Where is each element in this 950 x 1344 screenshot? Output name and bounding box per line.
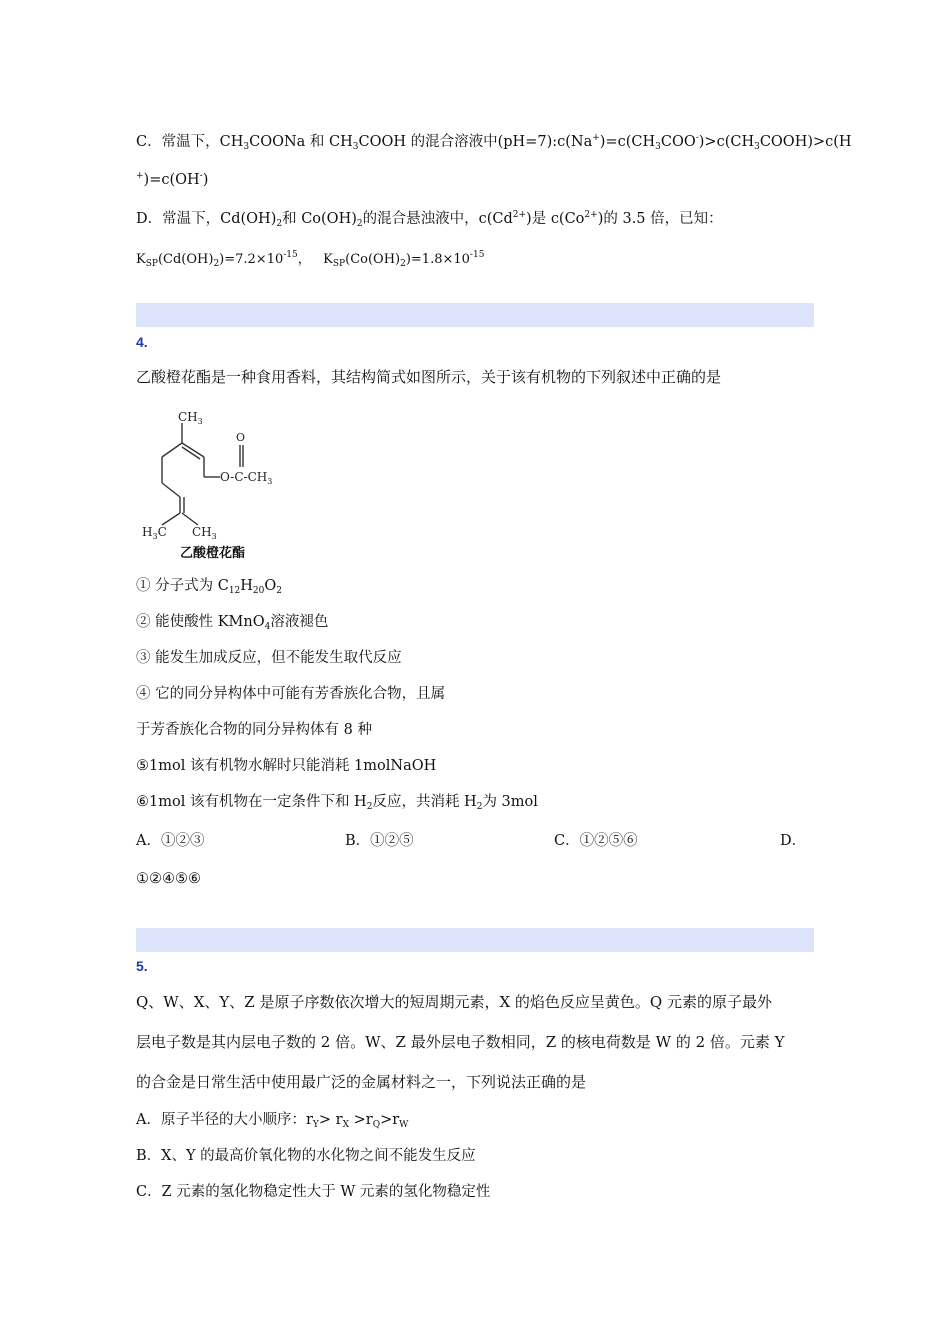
statement-3: ③ 能发生加成反应，但不能发生取代反应 xyxy=(136,650,402,666)
mol-h3c-label: $H_3C$ xyxy=(142,525,167,541)
mol-carbonyl-o-label: O xyxy=(236,431,246,444)
q4-option-b[interactable]: B．①②⑤ xyxy=(345,833,414,849)
mol-ester-label: $O-C-CH_3$ xyxy=(220,470,273,486)
statement-1: ① 分子式为 $C_{12}H_{20}O_2$ xyxy=(136,578,282,596)
q3-ksp-values: $K_{SP}(Cd(OH)_2)=7.2\times 10^{-15}$， $K_{SP}(Co(OH)_2)=1.8\times 10^{-15}$ xyxy=(136,250,485,269)
question-number: 4. xyxy=(136,334,148,350)
question-number: 5. xyxy=(136,958,148,974)
q5-option-a[interactable]: A．原子半径的大小顺序：$r_Y> r_X >r_Q>r_W$ xyxy=(136,1112,409,1130)
statement-5: ⑤1mol 该有机物水解时只能消耗 1molNaOH xyxy=(136,758,437,774)
q3-option-d: D．常温下，$Cd(OH)_2$和 $Co(OH)_2$的混合悬浊液中，$c(Cd^{2+})$是 $c(Co^{2+})$的 3.5 倍，已知： xyxy=(136,210,723,229)
q4-stem: 乙酸橙花酯是一种食用香料，其结构简式如图所示，关于该有机物的下列叙述中正确的是 xyxy=(136,368,722,386)
question-header-band xyxy=(136,303,814,327)
mol-ch3-top-label: $CH_3$ xyxy=(178,410,203,426)
q5-option-c[interactable]: C．Z 元素的氢化物稳定性大于 W 元素的氢化物稳定性 xyxy=(136,1184,491,1200)
molecule-structure-image xyxy=(136,405,286,565)
q4-option-d-value: ①②④⑤⑥ xyxy=(136,871,201,887)
q4-option-d[interactable]: D． xyxy=(780,833,807,849)
q5-option-b[interactable]: B．X、Y 的最高价氧化物的水化物之间不能发生反应 xyxy=(136,1148,476,1164)
statement-4: ④ 它的同分异构体中可能有芳香族化合物，且属 xyxy=(136,686,446,702)
q4-option-a[interactable]: A．①②③ xyxy=(136,833,205,849)
mol-ch3-right-label: $CH_3$ xyxy=(192,525,217,541)
q5-stem-line3: 的合金是日常生活中使用最广泛的金属材料之一，下列说法正确的是 xyxy=(136,1073,587,1091)
statement-4-cont: 于芳香族化合物的同分异构体有 8 种 xyxy=(136,722,372,738)
q4-option-c[interactable]: C．①②⑤⑥ xyxy=(554,833,638,849)
q5-stem-line2: 层电子数是其内层电子数的 2 倍。W、Z 最外层电子数相同，Z 的核电荷数是 W 的 2 倍。元素 Y xyxy=(136,1033,785,1051)
q3-option-c-cont: +)=c(OH-) xyxy=(136,171,209,188)
q5-stem-line1: Q、W、X、Y、Z 是原子序数依次增大的短周期元素，X 的焰色反应呈黄色。Q 元素的原子最外 xyxy=(136,993,773,1011)
q3-option-c: C．常温下，$CH_3COONa$ 和 $CH_3COOH$ 的混合溶液中$(pH=7):c(Na^+)=c(CH_3COO^-)>c(CH_3COOH)>c(H$ xyxy=(136,133,852,152)
question-header-band xyxy=(136,928,814,952)
statement-6: ⑥1mol 该有机物在一定条件下和 $H_2$反应，共消耗 $H_2$为 3mol xyxy=(136,794,538,812)
statement-2: ② 能使酸性 KMnO$_4$溶液褪色 xyxy=(136,614,329,632)
molecule-caption: 乙酸橙花酯 xyxy=(180,546,246,561)
